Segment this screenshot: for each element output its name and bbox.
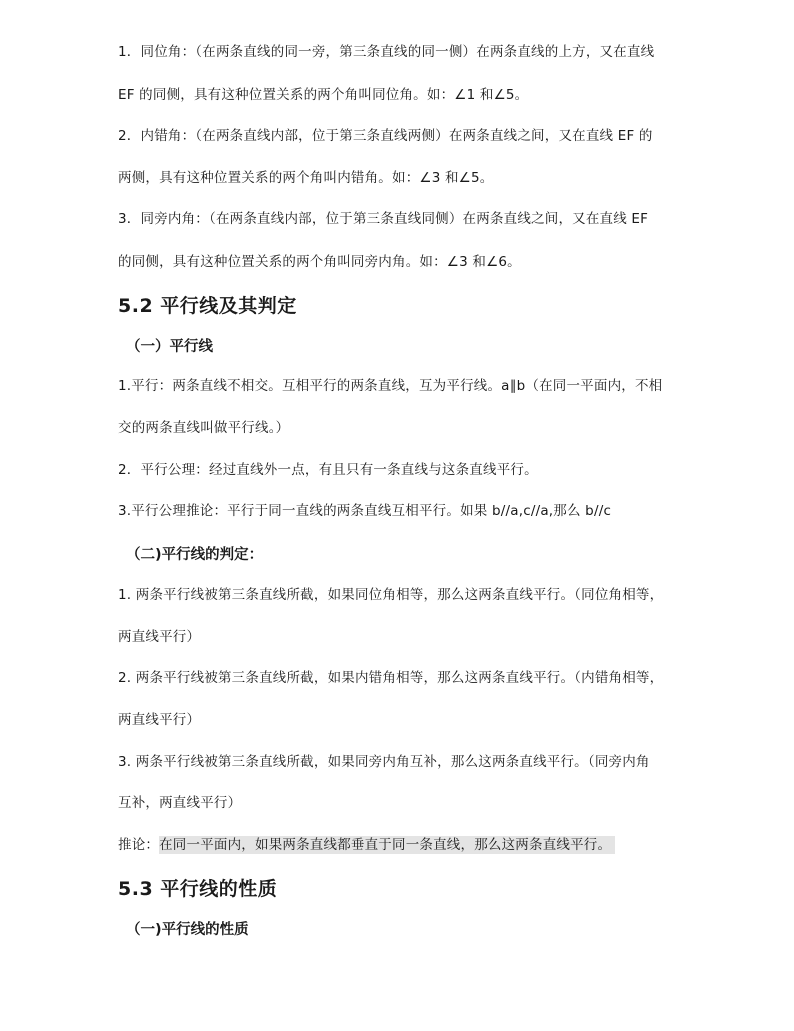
subsection-heading: （二)平行线的判定： [126,547,264,563]
section-heading: 5.3 平行线的性质 [118,878,278,900]
inference-highlight: 在同一平面内，如果两条直线都垂直于同一条直线，那么这两条直线平行。 [159,836,615,854]
text-line: 1．同位角：（在两条直线的同一旁，第三条直线的同一侧）在两条直线的上方，又在直线 [118,44,655,60]
subsection-heading: （一)平行线的性质 [126,922,249,938]
text-line: 3. 两条平行线被第三条直线所截，如果同旁内角互补，那么这两条直线平行。（同旁内角 [118,754,650,770]
text-line: 互补，两直线平行） [118,795,242,811]
section-heading: 5.2 平行线及其判定 [118,295,297,317]
text-line: 交的两条直线叫做平行线。） [118,420,290,436]
text-line: 1. 两条平行线被第三条直线所截，如果同位角相等，那么这两条直线平行。（同位角相等， [118,587,664,603]
text-line: 2. 两条平行线被第三条直线所截，如果内错角相等，那么这两条直线平行。（内错角相等， [118,670,664,686]
text-line: 两侧，具有这种位置关系的两个角叫内错角。如：∠3 和∠5。 [118,170,494,186]
text-line: 的同侧，具有这种位置关系的两个角叫同旁内角。如：∠3 和∠6。 [118,254,521,270]
text-line: 两直线平行） [118,712,201,728]
text-line: 两直线平行） [118,629,201,645]
text-line: EF 的同侧，具有这种位置关系的两个角叫同位角。如：∠1 和∠5。 [118,87,529,103]
subsection-heading: （一）平行线 [126,339,213,355]
inference-label: 推论： [118,837,160,853]
text-line: 2．内错角：（在两条直线内部，位于第三条直线两侧）在两条直线之间，又在直线 EF 的 [118,128,653,144]
inference-line [118,835,615,855]
text-line: 3.平行公理推论：平行于同一直线的两条直线互相平行。如果 b//a,c//a,那么 b//c [118,503,612,519]
text-line: 2．平行公理：经过直线外一点，有且只有一条直线与这条直线平行。 [118,462,538,478]
text-line: 1.平行：两条直线不相交。互相平行的两条直线，互为平行线。a∥b（在同一平面内，不相 [118,378,663,394]
text-line: 3．同旁内角：（在两条直线内部，位于第三条直线同侧）在两条直线之间，又在直线 EF [118,211,649,227]
